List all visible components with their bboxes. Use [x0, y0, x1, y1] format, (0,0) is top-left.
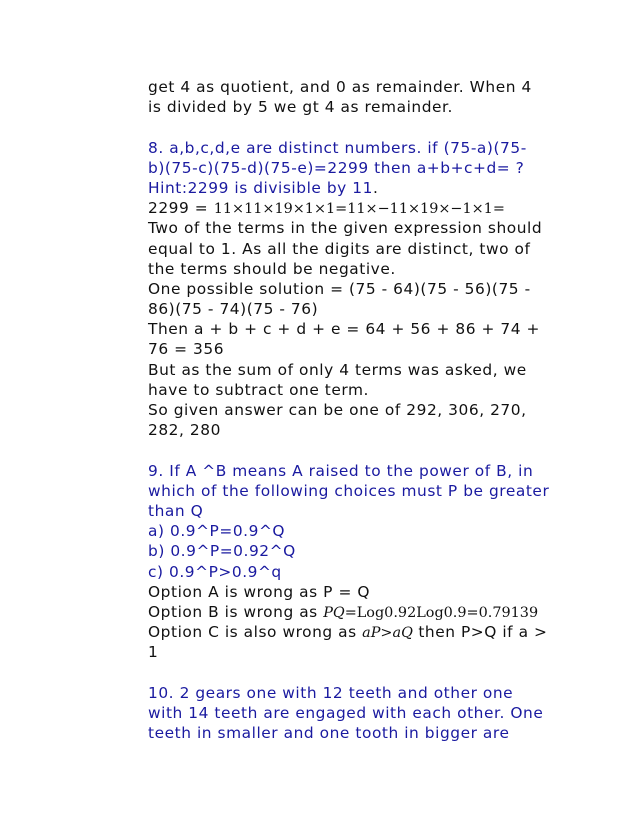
hint-period: .	[372, 178, 379, 197]
solution-9-line-3	[148, 622, 568, 642]
hint-text: Hint:2299 is divisible by 11	[148, 178, 373, 197]
solution-8-line-7: 76 = 356	[148, 340, 225, 359]
solution-8-line-6: Then a + b + c + d + e = 64 + 56 + 86 + 74 +	[148, 320, 540, 339]
question-10-line-1: 10. 2 gears one with 12 teeth and other one	[148, 683, 514, 702]
solution-8-line-11: 282, 280	[148, 421, 221, 440]
question-8-line-2: b)(75-c)(75-d)(75-e)=2299 then a+b+c+d= ?	[148, 158, 525, 177]
question-8-line-1: 8. a,b,c,d,e are distinct numbers. if (75-a)(75-	[148, 138, 527, 157]
equation-prefix: 2299 =	[148, 199, 214, 218]
solution-9-line-3-prefix: Option C is also wrong as	[148, 623, 363, 642]
question-9-line-2: which of the following choices must P be greater	[148, 481, 550, 500]
solution-8-line-5: 86)(75 - 74)(75 - 76)	[148, 300, 319, 319]
question-9-option-c: c) 0.9^P>0.9^q	[148, 562, 282, 581]
question-8-equation	[148, 198, 568, 218]
intro-line-1: get 4 as quotient, and 0 as remainder. When 4	[148, 78, 532, 96]
question-9-option-a: a) 0.9^P=0.9^Q	[148, 522, 286, 541]
solution-9-math-var: PQ	[323, 604, 345, 621]
solution-9-math: =Log0.92Log0.9=0.79139	[344, 604, 539, 621]
spacer	[148, 662, 568, 682]
solution-8-line-9: have to subtract one term.	[148, 380, 369, 399]
question-9-option-b: b) 0.9^P=0.92^Q	[148, 542, 296, 561]
solution-9-line-2	[148, 602, 568, 622]
question-10-line-2: with 14 teeth are engaged with each other. One	[148, 703, 544, 722]
solution-8-line-10: So given answer can be one of 292, 306, 270,	[148, 401, 527, 419]
solution-8-line-3: the terms should be negative.	[148, 259, 396, 278]
document-page	[148, 77, 568, 743]
solution-8-line-8: But as the sum of only 4 terms was asked, we	[148, 360, 527, 379]
question-9-line-1: 9. If A ^B means A raised to the power of B, in	[148, 461, 534, 480]
solution-9-line-3-suffix: then P>Q if a >	[412, 623, 548, 642]
spacer	[148, 117, 568, 137]
solution-9-line-2-prefix: Option B is wrong as	[148, 602, 324, 621]
spacer	[148, 440, 568, 460]
equation-math: 11×11×19×1×1=11×−11×19×−1×1=	[213, 201, 505, 218]
solution-8-line-1: Two of the terms in the given expression should	[148, 219, 543, 238]
solution-8-line-4: One possible solution = (75 - 64)(75 - 56)(75 -	[148, 279, 531, 298]
intro-line-2: is divided by 5 we gt 4 as remainder.	[148, 98, 453, 117]
solution-8-line-2: equal to 1. As all the digits are distinct, two of	[148, 239, 531, 258]
solution-9-line-1: Option A is wrong as P = Q	[148, 582, 370, 601]
question-8-hint	[148, 178, 568, 198]
solution-9-line-4: 1	[148, 643, 159, 662]
question-10-line-3: teeth in smaller and one tooth in bigger are	[148, 724, 510, 742]
solution-9-math-inequality: aP>aQ	[362, 625, 413, 642]
question-9-line-3: than Q	[148, 501, 204, 520]
